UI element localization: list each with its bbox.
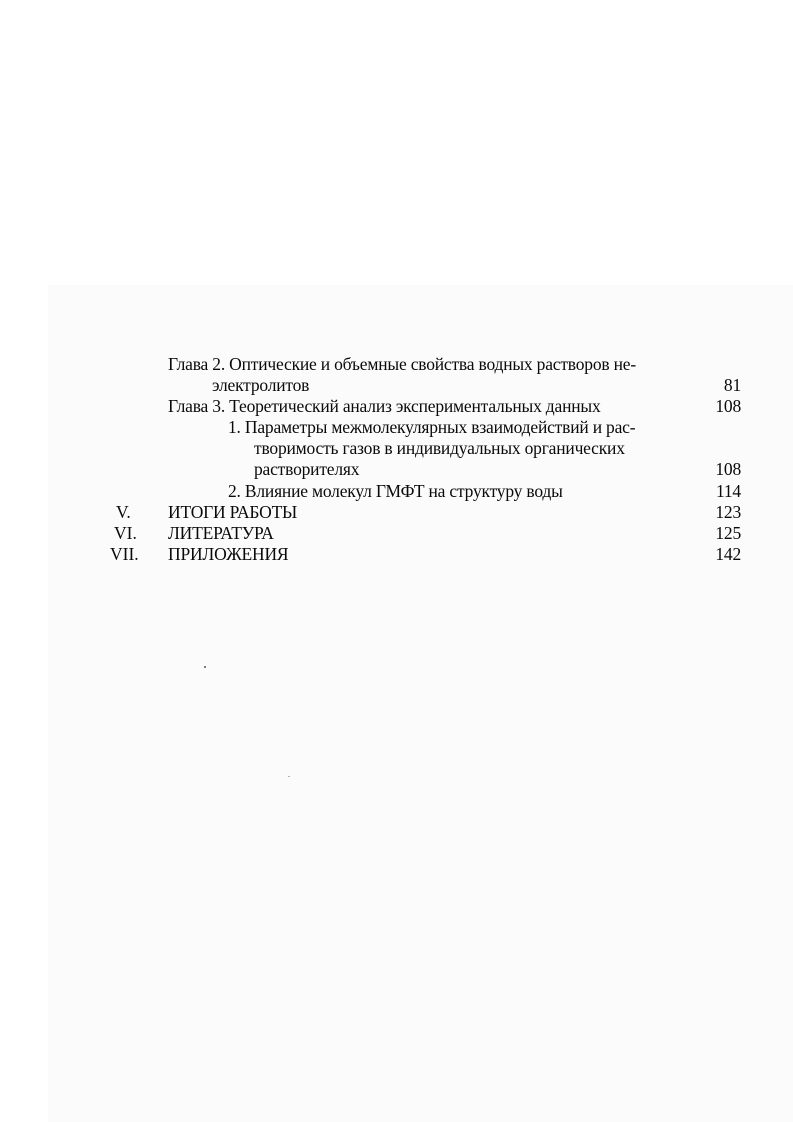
toc-part5-numeral: V.	[116, 502, 131, 522]
toc-part5-page: 123	[715, 502, 741, 522]
toc-part6-title: ЛИТЕРАТУРА	[168, 523, 274, 543]
toc-part7-numeral: VII.	[110, 544, 139, 564]
toc-section1-title-line1: 1. Параметры межмолекулярных взаимодействий и рас-	[228, 417, 636, 437]
toc-part6-page: 125	[715, 523, 741, 543]
toc-section1-title-line2: творимость газов в индивидуальных органических	[254, 438, 625, 458]
toc-section1-title-line3: растворителях	[254, 459, 360, 479]
toc-part5-title: ИТОГИ РАБОТЫ	[168, 502, 298, 522]
toc-chapter3-page: 108	[715, 396, 741, 416]
toc-chapter2-title-line1: Глава 2. Оптические и объемные свойства водных растворов не-	[168, 354, 636, 374]
toc-chapter2-page: 81	[723, 375, 741, 395]
scan-speck	[204, 666, 206, 668]
scan-speck	[288, 776, 290, 777]
toc-chapter2-title-line2: электролитов	[212, 375, 310, 395]
toc-section2-page: 114	[715, 481, 741, 501]
toc-part7-page: 142	[715, 544, 741, 564]
toc-section1-page: 108	[715, 459, 741, 479]
toc-part7-title: ПРИЛОЖЕНИЯ	[168, 544, 289, 564]
toc-section2-title: 2. Влияние молекул ГМФТ на структуру воды	[228, 481, 563, 501]
toc-part6-numeral: VI.	[114, 523, 137, 543]
toc-chapter3-title: Глава 3. Теоретический анализ экспериментальных данных	[168, 396, 601, 416]
